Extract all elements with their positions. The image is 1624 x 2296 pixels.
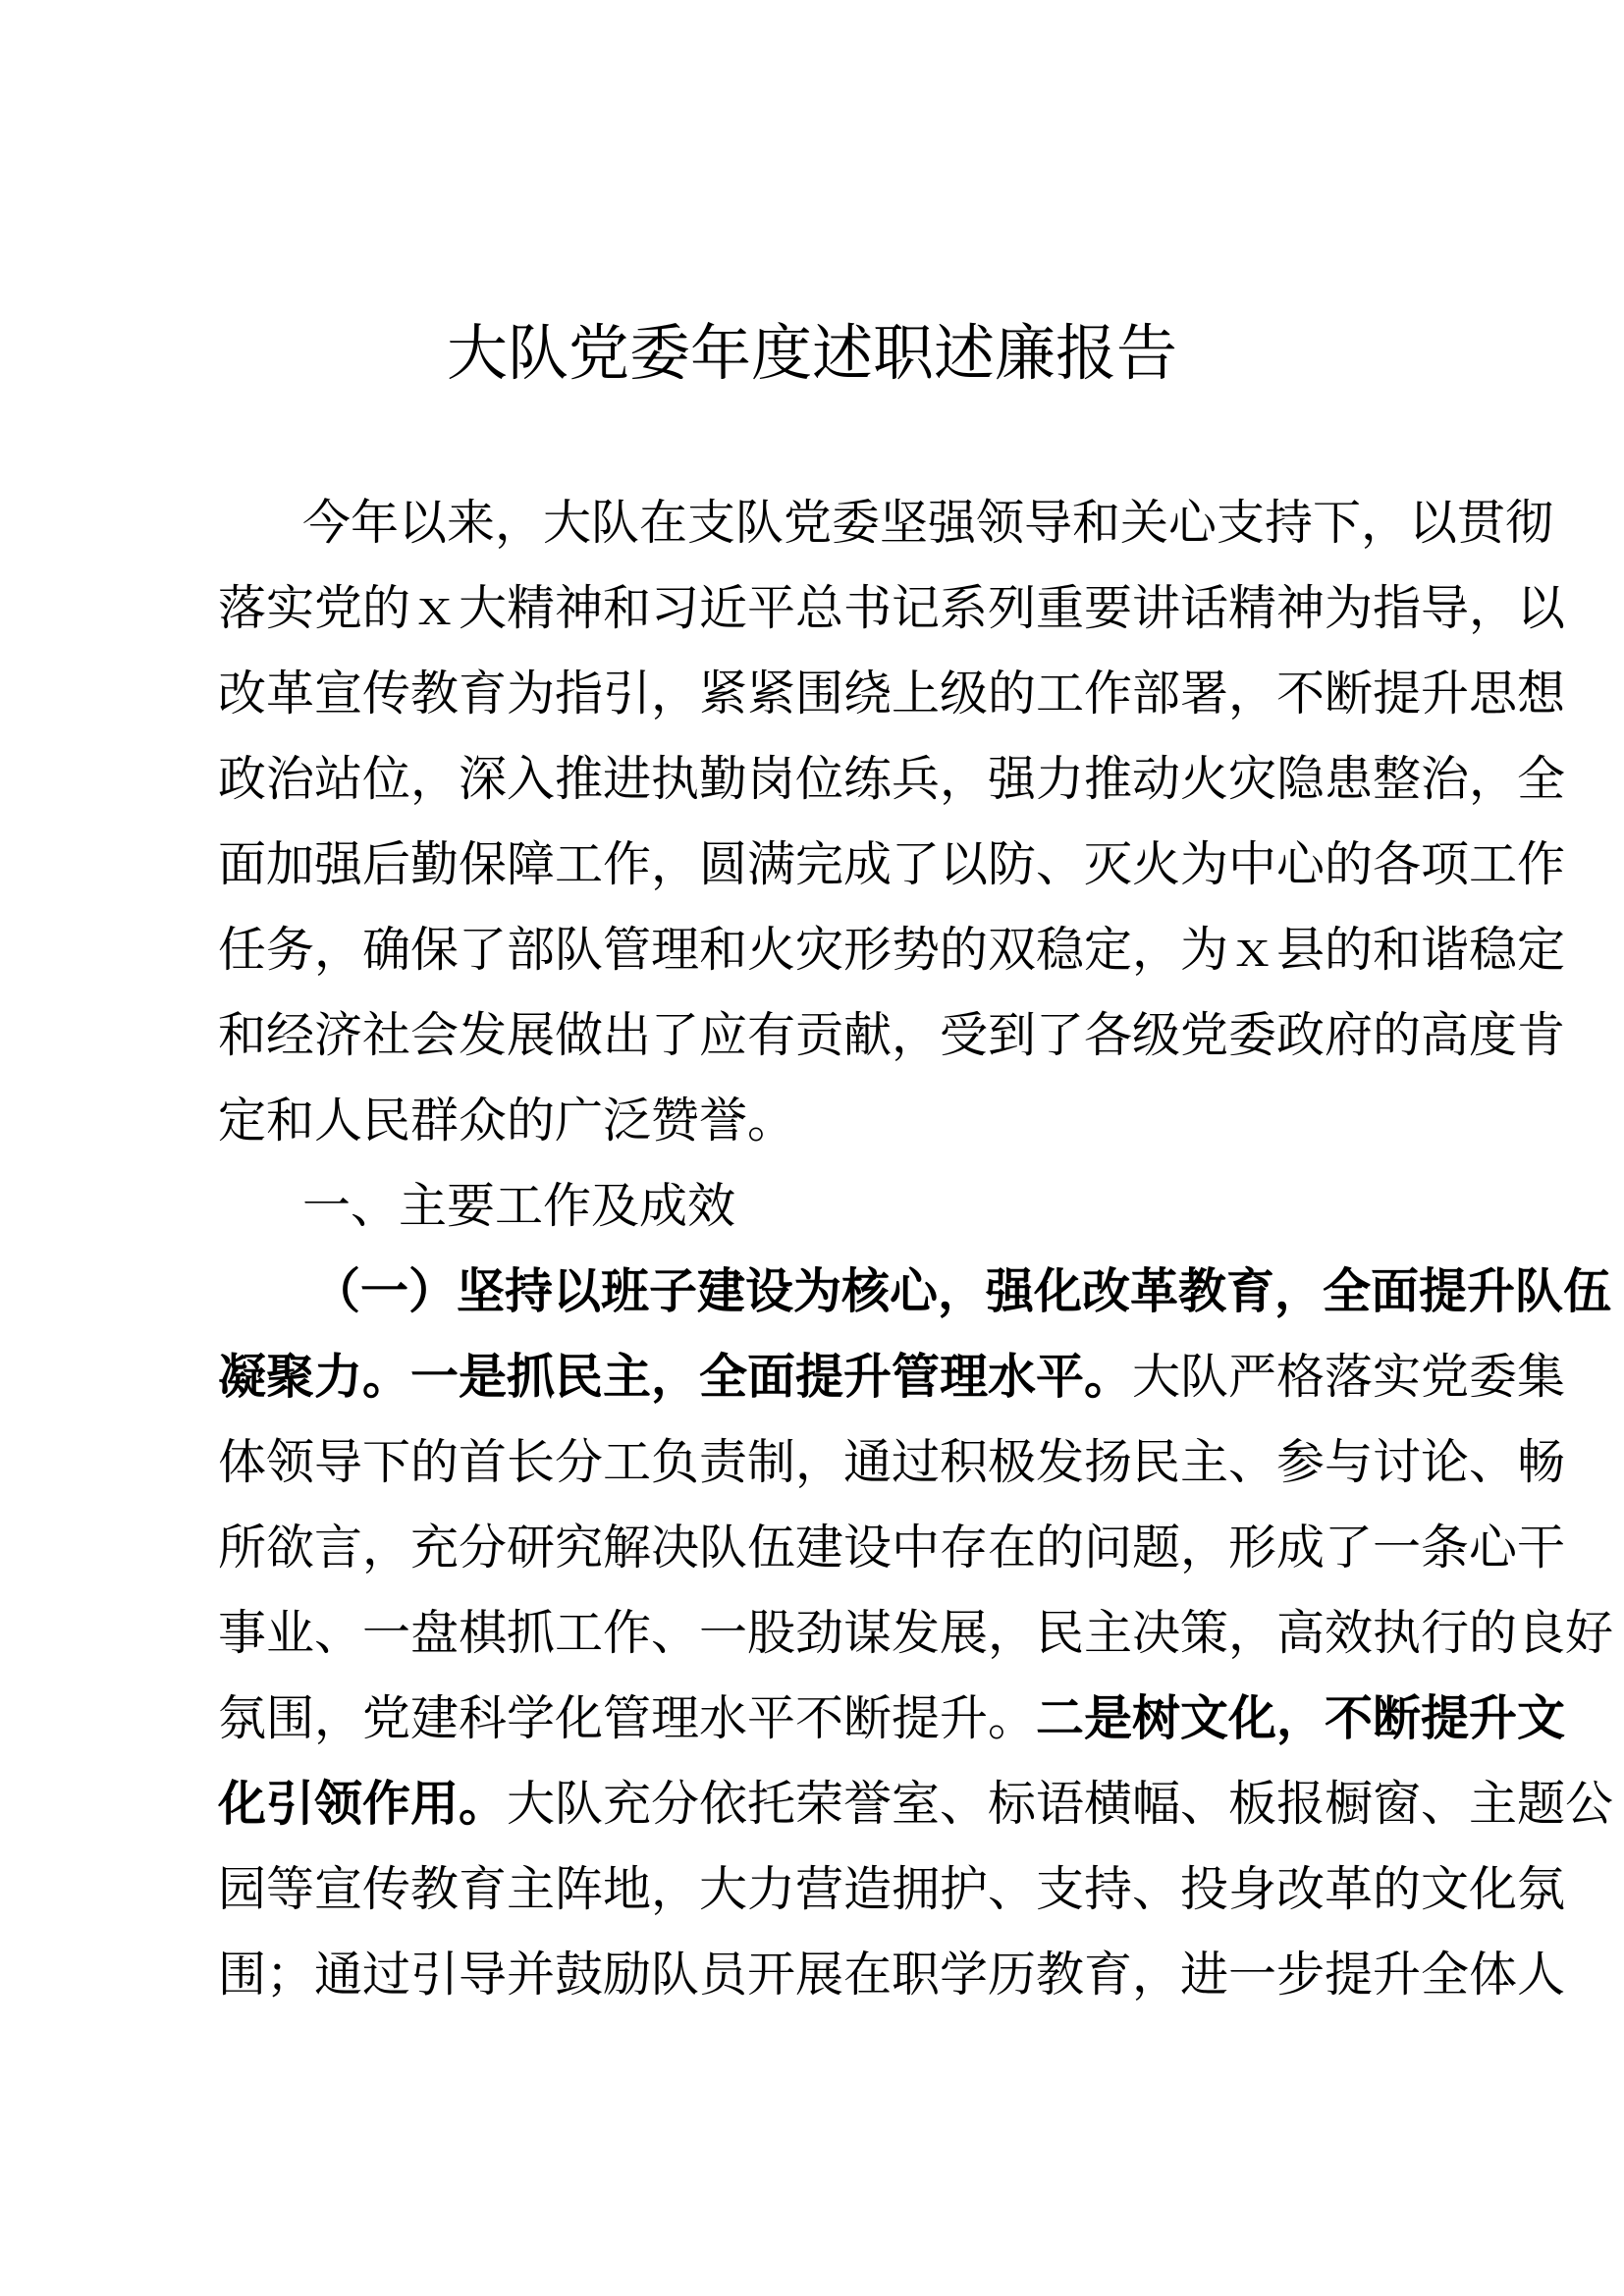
text-line — [218, 1676, 1566, 1761]
text-run: 园等宣传教育主阵地，大力营造拥护、支持、投身改革的文化氛 — [218, 1861, 1566, 1917]
text-line — [218, 1846, 1566, 1932]
text-line — [218, 1334, 1566, 1419]
text-line — [218, 736, 1566, 822]
heading-text: 一、主要工作及成效 — [302, 1178, 736, 1234]
text-run: 任务，确保了部队管理和火灾形势的双稳定，为ｘ县的和谐稳定 — [218, 922, 1566, 978]
text-line — [218, 1932, 1566, 2017]
text-run: 和经济社会发展做出了应有贡献，受到了各级党委政府的高度肯 — [218, 1007, 1566, 1063]
section-heading — [218, 1163, 1429, 1249]
text-run: 氛围，党建科学化管理水平不断提升。 — [218, 1690, 1037, 1746]
document-body — [218, 480, 1614, 2017]
text-run: 今年以来，大队在支队党委坚强领导和关心支持下，以贯彻 — [302, 495, 1554, 551]
text-run: 所欲言，充分研究解决队伍建设中存在的问题，形成了一条心干 — [218, 1520, 1566, 1575]
bold-text: 二是树文化，不断提升文 — [1036, 1690, 1566, 1746]
text-line — [218, 651, 1566, 736]
text-run: 体领导下的首长分工负责制，通过积极发扬民主、参与讨论、畅 — [218, 1434, 1566, 1490]
text-run: 围；通过引导并鼓励队员开展在职学历教育，进一步提升全体人 — [218, 1947, 1566, 2002]
text-run: 政治站位，深入推进执勤岗位练兵，强力推动火灾隐患整治，全 — [218, 751, 1566, 807]
text-line — [218, 565, 1566, 651]
text-line — [218, 907, 1566, 992]
text-run: 事业、一盘棋抓工作、一股劲谋发展，民主决策，高效执行的良好 — [218, 1605, 1614, 1661]
document-title: 大队党委年度述职述廉报告 — [446, 317, 1177, 389]
text-run: 落实党的ｘ大精神和习近平总书记系列重要讲话精神为指导，以 — [218, 580, 1566, 636]
text-line — [218, 480, 1554, 565]
text-line — [218, 1590, 1614, 1676]
text-run: 定和人民群众的广泛赞誉。 — [218, 1093, 796, 1148]
bold-text: 凝聚力。一是抓民主，全面提升管理水平。 — [218, 1349, 1133, 1405]
text-run: 大队严格落实党委集 — [1132, 1349, 1566, 1405]
text-line — [218, 822, 1566, 907]
text-line — [218, 1419, 1566, 1505]
bold-text: 化引领作用。 — [218, 1776, 508, 1832]
subsection-heading — [218, 1249, 1612, 1334]
text-run: 大队充分依托荣誉室、标语横幅、板报橱窗、主题公 — [507, 1776, 1614, 1832]
text-run: 改革宣传教育为指引，紧紧围绕上级的工作部署，不断提升思想 — [218, 666, 1566, 721]
text-line — [218, 992, 1566, 1078]
text-run: 面加强后勤保障工作，圆满完成了以防、灭火为中心的各项工作 — [218, 836, 1566, 892]
text-line — [218, 1078, 1429, 1163]
text-line — [218, 1761, 1614, 1846]
text-line — [218, 1505, 1566, 1590]
bold-text: （一）坚持以班子建设为核心，强化改革教育，全面提升队伍 — [312, 1263, 1612, 1319]
